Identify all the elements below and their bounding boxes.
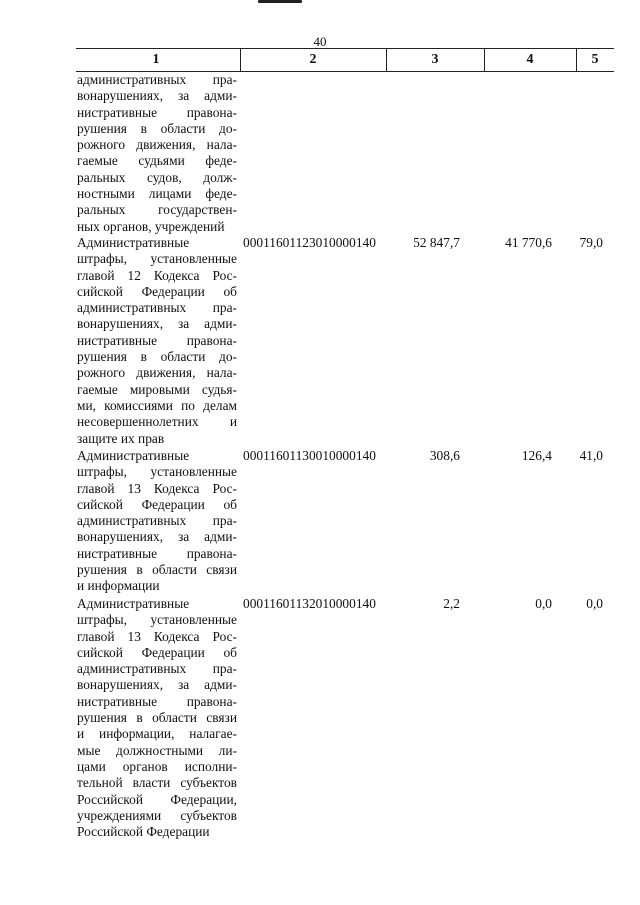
row-value-5: 0,0 bbox=[586, 596, 603, 611]
description-line: учреждениями субъектов bbox=[77, 807, 237, 823]
row-value-3: 52 847,7 bbox=[413, 235, 460, 250]
row-value-5: 41,0 bbox=[579, 448, 603, 463]
row-code: 00011601123010000140 bbox=[243, 235, 376, 250]
description-line: рушения в области связи bbox=[77, 710, 237, 726]
description-line: рушения в области до- bbox=[77, 120, 237, 136]
row-value-4: 0,0 bbox=[535, 596, 552, 611]
description-line: и информации bbox=[77, 578, 160, 594]
row-description bbox=[77, 72, 237, 235]
table-header bbox=[76, 48, 614, 72]
description-line: нистративные правона- bbox=[77, 693, 237, 709]
description-line: главой 13 Кодекса Рос- bbox=[77, 480, 237, 496]
description-line: вонарушениях, за адми- bbox=[77, 316, 237, 332]
header-col-5: 5 bbox=[591, 52, 599, 67]
row-description bbox=[77, 235, 237, 447]
description-line: цами органов исполни- bbox=[77, 758, 237, 774]
description-line: рушения в области до- bbox=[77, 349, 237, 365]
description-line: тельной власти субъектов bbox=[77, 775, 237, 791]
description-line: сийской Федерации об bbox=[77, 283, 237, 299]
description-line: гаемые мировыми судья- bbox=[77, 381, 237, 397]
row-value-4: 126,4 bbox=[521, 448, 552, 463]
description-line: административных пра- bbox=[77, 72, 237, 87]
description-line: сийской Федерации об bbox=[77, 644, 237, 660]
header-col-1: 1 bbox=[152, 52, 160, 67]
description-line: Административные bbox=[77, 235, 190, 250]
row-value-3: 308,6 bbox=[429, 448, 460, 463]
description-line: нистративные правона- bbox=[77, 545, 237, 561]
description-line: Российской Федерации, bbox=[77, 791, 237, 807]
description-line: штрафы, установленные bbox=[77, 251, 237, 267]
description-line: рожного движения, нала- bbox=[77, 365, 237, 381]
description-line: ральных судов, долж- bbox=[77, 169, 237, 185]
description-line: ми, комиссиями по делам bbox=[77, 397, 237, 413]
description-line: главой 13 Кодекса Рос- bbox=[77, 628, 237, 644]
row-value-5: 79,0 bbox=[579, 235, 603, 250]
row-value-4: 41 770,6 bbox=[505, 235, 552, 250]
scan-artifact bbox=[258, 0, 302, 3]
description-line: сийской Федерации об bbox=[77, 496, 237, 512]
row-value-3: 2,2 bbox=[443, 596, 460, 611]
description-line: ных органов, учреждений bbox=[77, 218, 225, 234]
description-line: административных пра- bbox=[77, 661, 237, 677]
description-line: рожного движения, нала- bbox=[77, 137, 237, 153]
description-line: штрафы, установленные bbox=[77, 464, 237, 480]
row-code: 00011601132010000140 bbox=[243, 596, 376, 611]
description-line: Российской Федерации bbox=[77, 824, 210, 840]
row-description bbox=[77, 448, 237, 595]
description-line: главой 12 Кодекса Рос- bbox=[77, 267, 237, 283]
description-line: несовершеннолетних и bbox=[77, 414, 237, 430]
description-line: гаемые судьями феде- bbox=[77, 153, 237, 169]
description-line: вонарушениях, за адми- bbox=[77, 88, 237, 104]
row-code: 00011601130010000140 bbox=[243, 448, 376, 463]
description-line: мые должностными ли- bbox=[77, 742, 237, 758]
header-col-3: 3 bbox=[431, 52, 439, 67]
description-line: рушения в области связи bbox=[77, 562, 237, 578]
description-line: ральных государствен- bbox=[77, 202, 237, 218]
description-line: вонарушениях, за адми- bbox=[77, 529, 237, 545]
header-col-4: 4 bbox=[526, 52, 534, 67]
description-line: нистративные правона- bbox=[77, 332, 237, 348]
page-number: 40 bbox=[313, 34, 327, 49]
description-line: нистративные правона- bbox=[77, 104, 237, 120]
description-line: Административные bbox=[77, 596, 190, 611]
header-col-2: 2 bbox=[309, 52, 317, 67]
description-line: защите их прав bbox=[77, 430, 165, 446]
description-line: административных пра- bbox=[77, 513, 237, 529]
description-line: штрафы, установленные bbox=[77, 612, 237, 628]
description-line: вонарушениях, за адми- bbox=[77, 677, 237, 693]
description-line: административных пра- bbox=[77, 300, 237, 316]
row-description bbox=[77, 596, 237, 840]
description-line: и информации, налагае- bbox=[77, 726, 237, 742]
description-line: ностными лицами феде- bbox=[77, 186, 237, 202]
description-line: Административные bbox=[77, 448, 190, 463]
